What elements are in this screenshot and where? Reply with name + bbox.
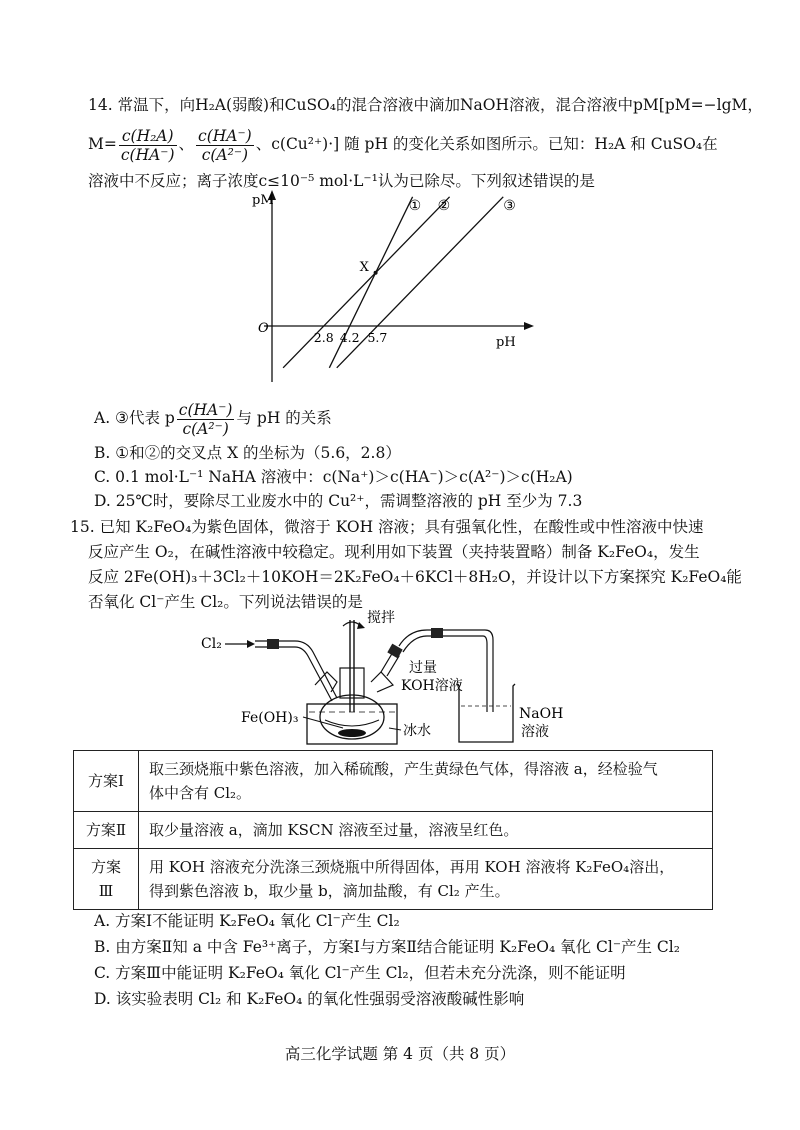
q14-option-b: B. ①和②的交叉点 X 的坐标为（5.6，2.8） [94,444,401,462]
q14-option-a: A. ③代表 p $\frac{c(HA^-)}{\text{c(A²⁻)}}$ 与 pH 的关系 [94,400,332,438]
scheme-label: 方案Ⅲ [74,849,139,910]
q14-m-prefix: M= [88,135,117,153]
q14-cu-term: 、c(Cu²⁺)·] 随 pH 的变化关系如图所示。已知：H₂A 和 CuSO₄在 [255,135,718,153]
q14-fraction-1: $\frac{\text{c(H₂A)}}{c(HA^-)}$ [120,126,175,164]
series-label: ② [437,198,451,214]
q14-stem-line1: 14. 常温下，向H₂A(弱酸)和CuSO₄的混合溶液中滴加NaOH溶液，混合溶液中pM[pM=−lgM， [88,96,763,114]
x-tick-label: 2.8 [313,330,334,345]
scheme-row-1 [74,751,713,812]
scheme-row-2 [74,812,713,849]
scheme-table [73,750,713,910]
x-tick-label: 5.7 [367,330,388,345]
q15-stem-line1: 15. 已知 K₂FeO₄为紫色固体，微溶于 KOH 溶液；具有强氧化性，在酸性或中性溶液中快速 [70,518,704,536]
scheme-text: 用 KOH 溶液充分洗涤三颈烧瓶中所得固体，再用 KOH 溶液将 K₂FeO₄溶出， 得到紫色溶液 b，取少量 b，滴加盐酸，有 Cl₂ 产生。 [139,849,713,910]
intersection-point [374,271,378,275]
q14-option-a-fraction: $\frac{c(HA^-)}{\text{c(A²⁻)}}$ [178,400,233,438]
label-naoh: NaOH [519,706,564,722]
q14-option-d: D. 25℃时，要除尽工业废水中的 Cu²⁺，需调整溶液的 pH 至少为 7.3 [94,492,583,510]
x-axis-arrow [524,322,534,330]
series-line [283,197,450,368]
series-line [337,197,504,368]
stirrer-blade [338,729,366,737]
scheme-label: 方案Ⅰ [74,751,139,812]
intersection-label: X [359,259,369,275]
page-footer: 高三化学试题 第 4 页（共 8 页） [284,1045,516,1063]
x-axis-label: pH [496,335,516,350]
outlet-connector [431,628,443,638]
apparatus-svg [195,600,585,748]
y-axis-label: pM [252,193,274,208]
cl2-arrowhead [247,640,255,648]
tube-connector [267,639,279,649]
scheme-text: 取三颈烧瓶中紫色溶液，加入稀硫酸，产生黄绿色气体，得溶液 a，经检验气 体中含有 Cl₂。 [139,751,713,812]
scheme-text: 取少量溶液 a，滴加 KSCN 溶液至过量，溶液呈红色。 [139,812,713,849]
ice-bath [307,704,397,744]
q14-stem-line3: 溶液中不反应；离子浓度c≤10⁻⁵ mol·L⁻¹认为已除尽。下列叙述错误的是 [88,172,595,190]
apparatus-diagram [195,600,585,748]
x-tick-label: 4.2 [339,330,360,345]
label-cl2: Cl₂ [201,636,222,652]
pm-ph-chart [248,188,538,388]
q14-option-c: C. 0.1 mol·L⁻¹ NaHA 溶液中：c(Na⁺)＞c(HA⁻)＞c(A²⁻)＞c(H₂A) [94,468,573,486]
q15-option-a: A. 方案Ⅰ不能证明 K₂FeO₄ 氧化 Cl⁻产生 Cl₂ [94,912,400,930]
label-ice-water: 冰水 [403,723,431,739]
inlet-tube [255,641,337,698]
scheme-label: 方案Ⅱ [74,812,139,849]
q15-stem-line4: 否氧化 Cl⁻产生 Cl₂。下列说法错误的是 [88,593,363,611]
label-stir: 搅拌 [367,610,395,626]
q14-stem-line2: M= $\frac{\text{c(H₂A)}}{c(HA^-)}$ 、 $\frac{c(HA^-)}{\text{c(A²⁻)}}$ 、c(Cu²⁺)·] 随 pH 的变化关系如图所示。已知：H₂A 和 CuSO₄在 [88,126,718,164]
origin-label: O [258,321,269,336]
label-koh: KOH溶液 [401,678,463,694]
label-feoh3: Fe(OH)₃ [241,710,299,726]
q15-stem-line3: 反应 2Fe(OH)₃＋3Cl₂＋10KOH＝2K₂FeO₄＋6KCl＋8H₂O，并设计以下方案探究 K₂FeO₄能 [88,568,742,586]
label-solution: 溶液 [521,724,549,740]
q14-fraction-2: $\frac{c(HA^-)}{\text{c(A²⁻)}}$ [198,126,252,164]
flask-right-neck [371,672,393,692]
q15-stem-line2: 反应产生 O₂，在碱性溶液中较稳定。现利用如下装置（夹持装置略）制备 K₂FeO₄，发生 [88,543,700,561]
scheme-row-3 [74,849,713,910]
flask-center-neck [340,668,364,698]
series-label: ① [408,198,422,214]
pm-ph-chart-svg [248,188,538,388]
q15-option-c: C. 方案Ⅲ中能证明 K₂FeO₄ 氧化 Cl⁻产生 Cl₂，但若未充分洗涤，则不能证明 [94,964,626,982]
label-excess: 过量 [409,660,437,676]
series-label: ③ [503,198,516,214]
naoh-beaker [457,684,515,742]
q15-option-b: B. 由方案Ⅱ知 a 中含 Fe³⁺离子，方案Ⅰ与方案Ⅱ结合能证明 K₂FeO₄ 氧化 Cl⁻产生 Cl₂ [94,938,680,956]
q15-option-d: D. 该实验表明 Cl₂ 和 K₂FeO₄ 的氧化性强弱受溶液酸碱性影响 [94,990,525,1008]
